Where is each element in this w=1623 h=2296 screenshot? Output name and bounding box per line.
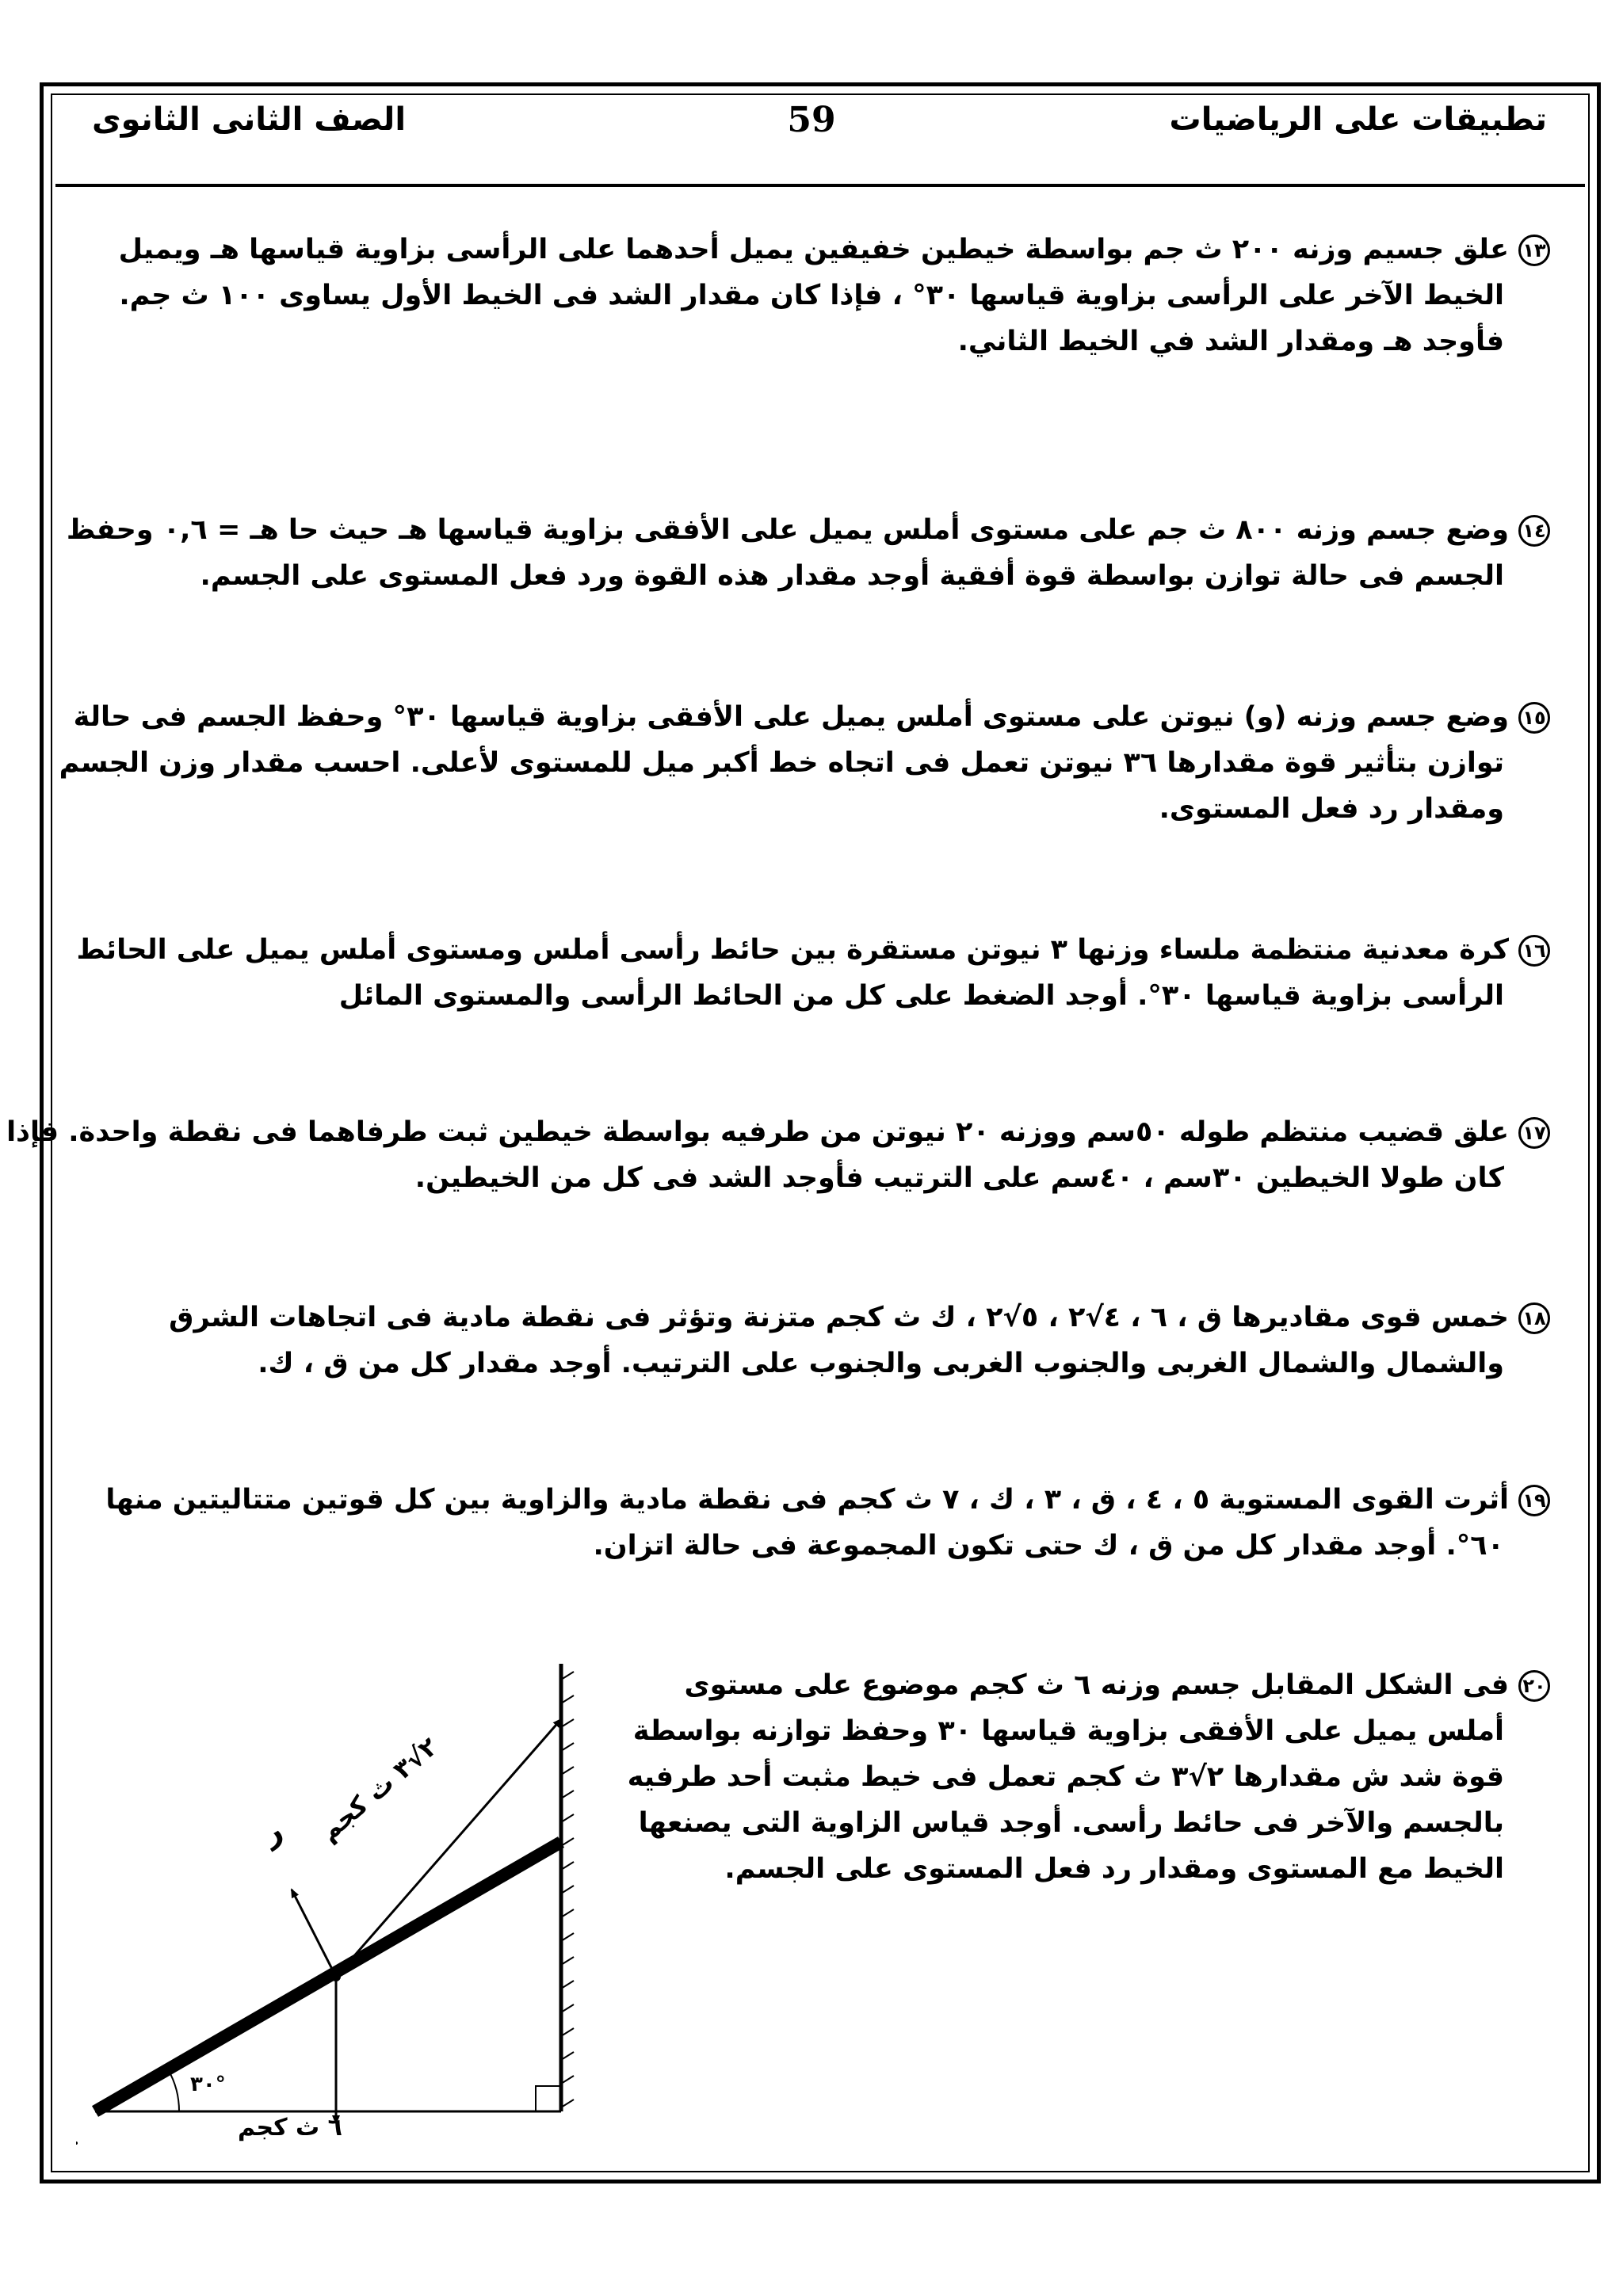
problem-line: خمس قوى مقاديرها ق ، ٦ ، ٤√٢ ، ٥√٢ ، ك ث كجم متزنة وتؤثر فى نقطة مادية فى اتجاهات الشرق [169, 1302, 1509, 1333]
header-subject: تطبيقات على الرياضيات [1169, 101, 1547, 138]
problem-number: ١٩ [1518, 1485, 1550, 1516]
inclined-plane-figure [76, 1648, 678, 2171]
problem-number: ١٥ [1518, 702, 1550, 734]
angle-arc [168, 2069, 179, 2111]
problem-number: ١٣ [1518, 235, 1550, 266]
angle-label: ٣٠° [190, 2073, 226, 2096]
problem-13 [76, 227, 1550, 364]
problem-line: توازن بتأثير قوة مقدارها ٣٦ نيوتن تعمل فى اتجاه خط أكبر ميل للمستوى لأعلى. احسب مقدار وزن الجسم [59, 747, 1504, 779]
problem-number: ١٤ [1518, 515, 1550, 547]
problem-line: فى الشكل المقابل جسم وزنه ٦ ث كجم موضوع على مستوى [684, 1669, 1509, 1701]
problem-line: الرأسى بزاوية قياسها ٣٠°. أوجد الضغط على كل من الحائط الرأسى والمستوى المائل [338, 980, 1504, 1012]
problem-18 [76, 1295, 1550, 1386]
problem-line: ٦٠°. أوجد مقدار كل من ق ، ك حتى تكون المجموعة فى حالة اتزان. [593, 1530, 1504, 1562]
problem-19 [76, 1477, 1550, 1569]
problem-line: كان طولا الخيطين ٣٠سم ، ٤٠سم على الترتيب فأوجد الشد فى كل من الخيطين. [414, 1162, 1504, 1194]
problem-line: ومقدار رد فعل المستوى. [1159, 793, 1504, 825]
problem-line: الخيط مع المستوى ومقدار رد فعل المستوى على الجسم. [724, 1853, 1504, 1885]
weight-label: ٦ ث كجم [238, 2114, 342, 2142]
problem-line: قوة شد ش مقدارها ٢√٣ ث كجم تعمل فى خيط مثبت أحد طرفيه [627, 1761, 1504, 1793]
header-rule [55, 184, 1585, 187]
right-angle-mark [536, 2086, 561, 2111]
problem-number: ١٨ [1518, 1302, 1550, 1334]
tension-label: ٢√٣ ث كجم [314, 1731, 444, 1848]
reaction-vector [292, 1890, 336, 1977]
problem-line: علق قضيب منتظم طوله ٥٠سم ووزنه ٢٠ نيوتن من طرفيه بواسطة خيطين ثبت طرفاهما فى نقطة واحدة. فإذا [6, 1116, 1509, 1148]
problem-line: بالجسم والآخر فى حائط رأسى. أوجد قياس الزاوية التى يصنعها [638, 1807, 1504, 1839]
stray-dot [76, 2142, 78, 2145]
tension-vector [336, 1719, 561, 1977]
header-grade: الصف الثانى الثانوى [92, 101, 407, 138]
problem-line: أثرت القوى المستوية ٥ ، ٤ ، ق ، ٣ ، ك ، ٧ ث كجم فى نقطة مادية والزاوية بين كل قوتين متتاليتين منها [105, 1484, 1509, 1516]
problem-line: وضع جسم وزنه ٨٠٠ ث جم على مستوى أملس يميل على الأفقى بزاوية قياسها هـ حيث حا هـ = ٠,٦ وحفظ [66, 514, 1509, 546]
problem-line: والشمال والشمال الغربى والجنوب الغربى والجنوب على الترتيب. أوجد مقدار كل من ق ، ك. [258, 1348, 1504, 1379]
problem-line: الجسم فى حالة توازن بواسطة قوة أفقية أوجد مقدار هذه القوة ورد فعل المستوى على الجسم. [200, 560, 1504, 592]
problem-line: فأوجد هـ ومقدار الشد في الخيط الثاني. [957, 326, 1504, 357]
problem-14 [66, 507, 1550, 599]
problem-17 [6, 1109, 1550, 1201]
problem-number: ١٧ [1518, 1117, 1550, 1149]
reaction-label: ر [255, 1812, 288, 1852]
contact-point [331, 1972, 341, 1981]
problem-number: ١٦ [1518, 935, 1550, 967]
problem-number: ٢٠ [1518, 1670, 1550, 1702]
page-number: 59 [787, 100, 836, 140]
problem-line: كرة معدنية منتظمة ملساء وزنها ٣ نيوتن مستقرة بين حائط رأسى أملس ومستوى أملس يميل على الحائط [76, 934, 1509, 966]
problem-line: وضع جسم وزنه (و) نيوتن على مستوى أملس يميل على الأفقى بزاوية قياسها ٣٠° وحفظ الجسم فى حالة [73, 701, 1509, 733]
problem-16 [76, 927, 1550, 1019]
problem-15 [59, 694, 1550, 832]
inclined-plane [95, 1842, 561, 2111]
problem-line: علق جسيم وزنه ٢٠٠ ث جم بواسطة خيطين خفيفين يميل أحدهما على الرأسى بزاوية قياسها هـ ويميل [118, 234, 1509, 265]
problem-line: أملس يميل على الأفقى بزاوية قياسها ٣٠ وحفظ توازنه بواسطة [632, 1715, 1504, 1747]
problem-line: الخيط الآخر على الرأسى بزاوية قياسها ٣٠° ، فإذا كان مقدار الشد فى الخيط الأول يساوى ١٠٠ ث جم. [119, 280, 1504, 311]
problem-20 [599, 1662, 1550, 1892]
